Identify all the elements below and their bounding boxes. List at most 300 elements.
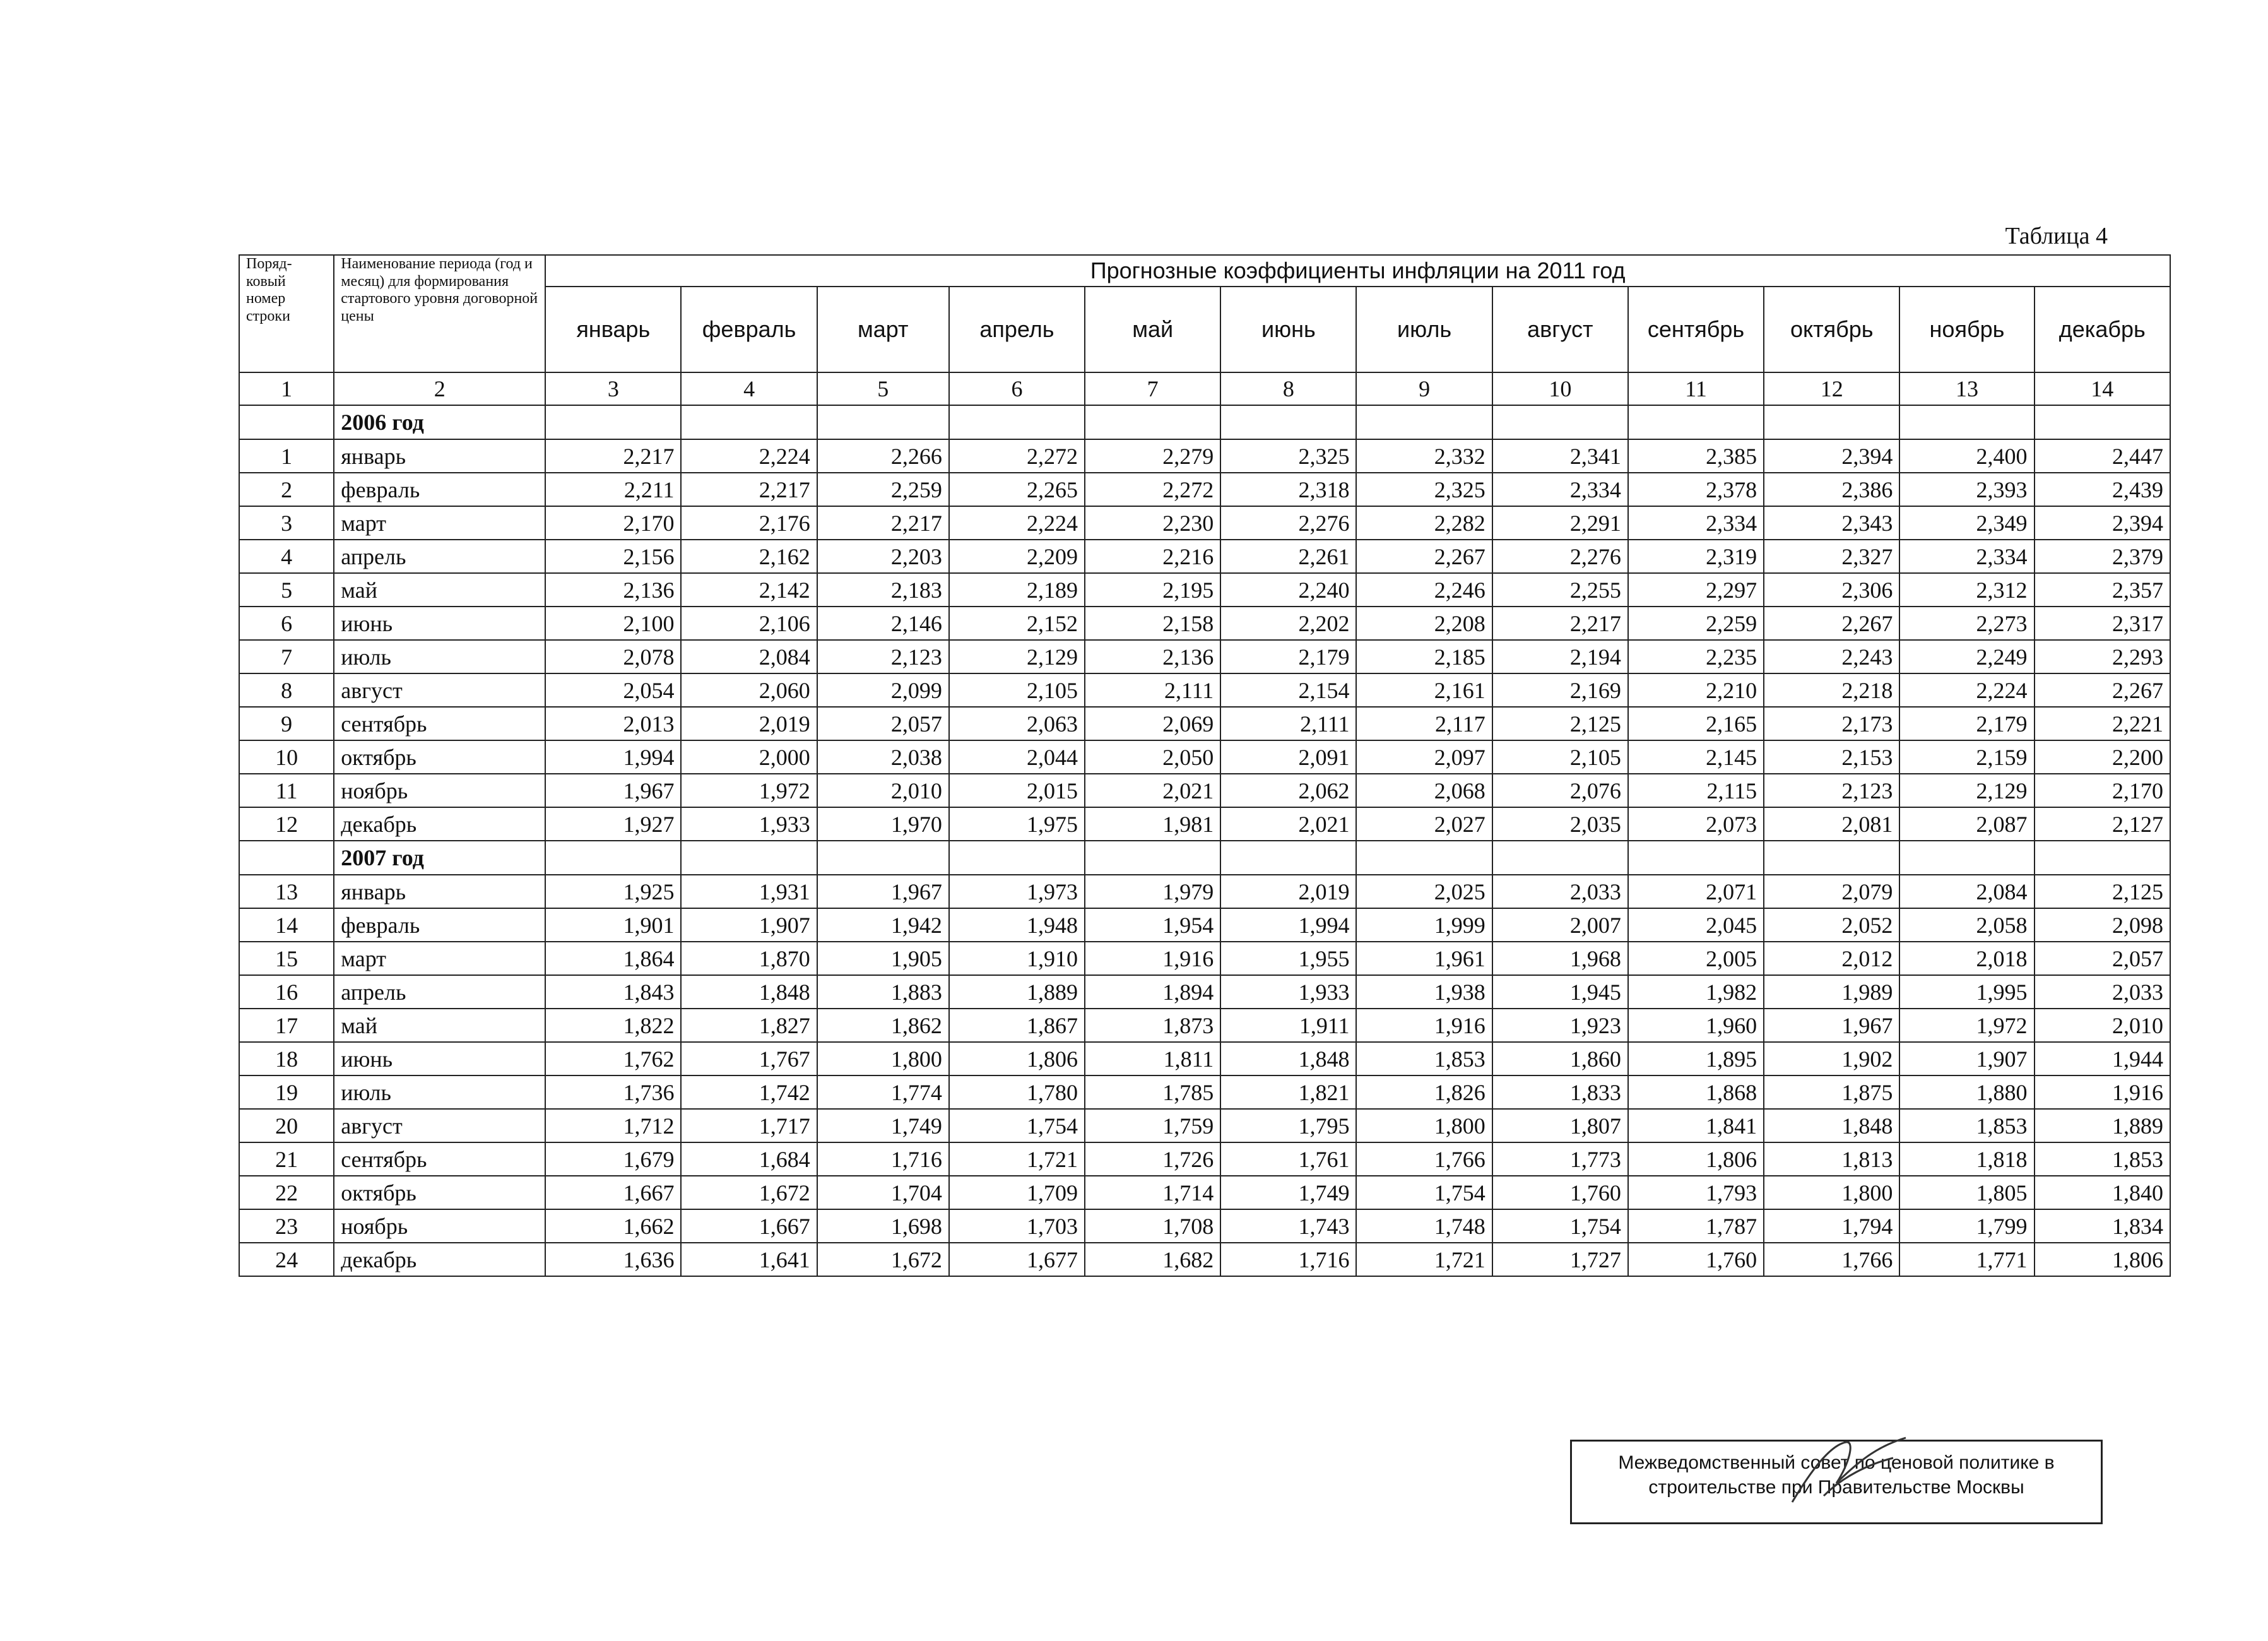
coefficient-cell: 2,195: [1085, 573, 1220, 607]
table-row: [239, 740, 2170, 774]
table-row: [239, 807, 2170, 841]
coefficient-cell: 1,822: [545, 1009, 681, 1042]
coefficient-cell: 2,200: [2035, 740, 2170, 774]
coefficient-cell: 2,050: [1085, 740, 1220, 774]
coefficient-cell: 1,841: [1628, 1109, 1764, 1142]
column-number: 13: [1899, 372, 2034, 405]
coefficient-cell: 1,961: [1356, 942, 1492, 975]
month-header-3: март: [817, 287, 949, 372]
coefficient-cell: 1,748: [1356, 1209, 1492, 1243]
coefficient-cell: 1,975: [949, 807, 1085, 841]
coefficient-cell: 2,211: [545, 473, 681, 506]
table-row: [239, 875, 2170, 908]
row-number: 23: [239, 1209, 334, 1243]
coefficient-cell: 1,907: [681, 908, 817, 942]
coefficient-cell: 1,773: [1492, 1142, 1628, 1176]
period-name: февраль: [334, 473, 545, 506]
coefficient-cell: 2,018: [1899, 942, 2034, 975]
coefficient-cell: 1,967: [1764, 1009, 1899, 1042]
column-number: 9: [1356, 372, 1492, 405]
coefficient-cell: 2,246: [1356, 573, 1492, 607]
month-header-4: апрель: [949, 287, 1085, 372]
coefficient-cell: 1,703: [949, 1209, 1085, 1243]
coefficient-cell: 2,117: [1356, 707, 1492, 740]
coefficient-cell: 1,982: [1628, 975, 1764, 1009]
table-row: [239, 540, 2170, 573]
row-number: 4: [239, 540, 334, 573]
row-number: 17: [239, 1009, 334, 1042]
coefficient-cell: 1,907: [1899, 1042, 2034, 1075]
coefficient-cell: 2,045: [1628, 908, 1764, 942]
coefficient-cell: 1,973: [949, 875, 1085, 908]
coefficient-cell: 2,291: [1492, 506, 1628, 540]
coefficient-cell: 1,799: [1899, 1209, 2034, 1243]
empty-cell: [1628, 405, 1764, 439]
table-row: [239, 774, 2170, 807]
empty-cell: [681, 841, 817, 875]
empty-cell: [1764, 841, 1899, 875]
coefficient-cell: 2,146: [817, 607, 949, 640]
table-row: [239, 908, 2170, 942]
coefficient-cell: 1,726: [1085, 1142, 1220, 1176]
table-row: [239, 1243, 2170, 1276]
coefficient-cell: 2,000: [681, 740, 817, 774]
coefficient-cell: 1,761: [1220, 1142, 1356, 1176]
coefficient-cell: 2,156: [545, 540, 681, 573]
coefficient-cell: 2,021: [1085, 774, 1220, 807]
coefficient-cell: 1,960: [1628, 1009, 1764, 1042]
coefficient-cell: 1,826: [1356, 1075, 1492, 1109]
coefficient-cell: 1,933: [1220, 975, 1356, 1009]
coefficient-cell: 2,378: [1628, 473, 1764, 506]
coefficient-cell: 2,161: [1356, 673, 1492, 707]
coefficient-cell: 2,261: [1220, 540, 1356, 573]
coefficient-cell: 1,716: [1220, 1243, 1356, 1276]
coefficient-cell: 1,721: [949, 1142, 1085, 1176]
coefficient-cell: 2,319: [1628, 540, 1764, 573]
coefficient-cell: 2,266: [817, 439, 949, 473]
table-row: [239, 573, 2170, 607]
coefficient-cell: 2,084: [681, 640, 817, 673]
coefficient-cell: 1,800: [1356, 1109, 1492, 1142]
coefficient-cell: 1,995: [1899, 975, 2034, 1009]
coefficient-cell: 2,013: [545, 707, 681, 740]
coefficient-cell: 1,875: [1764, 1075, 1899, 1109]
coefficient-cell: 1,636: [545, 1243, 681, 1276]
coefficient-cell: 2,057: [2035, 942, 2170, 975]
month-header-1: январь: [545, 287, 681, 372]
coefficient-cell: 1,766: [1356, 1142, 1492, 1176]
coefficient-cell: 2,273: [1899, 607, 2034, 640]
coefficient-cell: 1,787: [1628, 1209, 1764, 1243]
coefficient-cell: 1,684: [681, 1142, 817, 1176]
empty-cell: [1764, 405, 1899, 439]
coefficient-cell: 1,833: [1492, 1075, 1628, 1109]
column-number: 4: [681, 372, 817, 405]
coefficient-cell: 2,170: [545, 506, 681, 540]
coefficient-cell: 1,672: [681, 1176, 817, 1209]
coefficient-cell: 1,754: [949, 1109, 1085, 1142]
coefficient-cell: 2,038: [817, 740, 949, 774]
coefficient-cell: 2,162: [681, 540, 817, 573]
coefficient-cell: 2,084: [1899, 875, 2034, 908]
coefficient-cell: 2,010: [2035, 1009, 2170, 1042]
month-header-7: июль: [1356, 287, 1492, 372]
coefficient-cell: 1,994: [545, 740, 681, 774]
coefficient-cell: 2,216: [1085, 540, 1220, 573]
row-number: 15: [239, 942, 334, 975]
table-row: [239, 1176, 2170, 1209]
coefficient-cell: 2,189: [949, 573, 1085, 607]
coefficient-cell: 2,224: [681, 439, 817, 473]
coefficient-cell: 1,762: [545, 1042, 681, 1075]
empty-cell: [2035, 405, 2170, 439]
coefficient-cell: 2,159: [1899, 740, 2034, 774]
coefficient-cell: 1,889: [949, 975, 1085, 1009]
coefficient-cell: 2,033: [1492, 875, 1628, 908]
coefficient-cell: 1,806: [2035, 1243, 2170, 1276]
coefficient-cell: 1,944: [2035, 1042, 2170, 1075]
coefficient-cell: 1,698: [817, 1209, 949, 1243]
period-name: октябрь: [334, 740, 545, 774]
period-name: март: [334, 506, 545, 540]
coefficient-cell: 1,818: [1899, 1142, 2034, 1176]
coefficient-cell: 1,894: [1085, 975, 1220, 1009]
column-number: 8: [1220, 372, 1356, 405]
coefficient-cell: 1,708: [1085, 1209, 1220, 1243]
coefficient-cell: 2,325: [1356, 473, 1492, 506]
coefficient-cell: 2,123: [1764, 774, 1899, 807]
coefficient-cell: 1,853: [2035, 1142, 2170, 1176]
row-number: 18: [239, 1042, 334, 1075]
month-header-10: октябрь: [1764, 287, 1899, 372]
coefficient-cell: 1,709: [949, 1176, 1085, 1209]
coefficient-cell: 2,115: [1628, 774, 1764, 807]
coefficient-cell: 2,125: [2035, 875, 2170, 908]
coefficient-cell: 2,217: [681, 473, 817, 506]
coefficient-cell: 2,218: [1764, 673, 1899, 707]
coefficient-cell: 2,282: [1356, 506, 1492, 540]
coefficient-cell: 1,867: [949, 1009, 1085, 1042]
coefficient-cell: 2,259: [817, 473, 949, 506]
coefficient-cell: 1,807: [1492, 1109, 1628, 1142]
coefficient-cell: 2,015: [949, 774, 1085, 807]
table-row: [239, 1142, 2170, 1176]
row-number: 24: [239, 1243, 334, 1276]
coefficient-cell: 2,179: [1899, 707, 2034, 740]
row-number: 20: [239, 1109, 334, 1142]
coefficient-cell: 1,902: [1764, 1042, 1899, 1075]
coefficient-cell: 1,916: [1356, 1009, 1492, 1042]
table-body: [239, 405, 2170, 1276]
coefficient-cell: 1,853: [1356, 1042, 1492, 1075]
table-row: [239, 1209, 2170, 1243]
coefficient-cell: 2,153: [1764, 740, 1899, 774]
coefficient-cell: 1,743: [1220, 1209, 1356, 1243]
coefficient-cell: 2,111: [1220, 707, 1356, 740]
year-label: 2007 год: [334, 841, 545, 875]
coefficient-cell: 2,054: [545, 673, 681, 707]
coefficient-cell: 2,334: [1899, 540, 2034, 573]
period-name: март: [334, 942, 545, 975]
coefficient-cell: 1,760: [1492, 1176, 1628, 1209]
empty-cell: [1220, 841, 1356, 875]
coefficient-cell: 2,136: [545, 573, 681, 607]
coefficient-cell: 1,811: [1085, 1042, 1220, 1075]
period-name: сентябрь: [334, 707, 545, 740]
period-name: декабрь: [334, 1243, 545, 1276]
empty-cell: [681, 405, 817, 439]
coefficient-cell: 2,255: [1492, 573, 1628, 607]
coefficient-cell: 1,905: [817, 942, 949, 975]
coefficient-cell: 1,727: [1492, 1243, 1628, 1276]
coefficient-cell: 1,712: [545, 1109, 681, 1142]
period-name: октябрь: [334, 1176, 545, 1209]
coefficient-cell: 2,217: [545, 439, 681, 473]
coefficient-cell: 2,349: [1899, 506, 2034, 540]
coefficient-cell: 1,795: [1220, 1109, 1356, 1142]
row-number: 1: [239, 439, 334, 473]
period-name: ноябрь: [334, 774, 545, 807]
row-number: 6: [239, 607, 334, 640]
coefficient-cell: 2,169: [1492, 673, 1628, 707]
coefficient-cell: 1,948: [949, 908, 1085, 942]
coefficient-cell: 2,097: [1356, 740, 1492, 774]
period-name: январь: [334, 439, 545, 473]
period-name: декабрь: [334, 807, 545, 841]
coefficient-cell: 1,938: [1356, 975, 1492, 1009]
coefficient-cell: 2,127: [2035, 807, 2170, 841]
period-name: август: [334, 1109, 545, 1142]
coefficient-cell: 2,265: [949, 473, 1085, 506]
empty-cell: [1628, 841, 1764, 875]
coefficient-cell: 1,999: [1356, 908, 1492, 942]
coefficient-cell: 2,279: [1085, 439, 1220, 473]
coefficient-cell: 1,677: [949, 1243, 1085, 1276]
coefficient-cell: 1,848: [681, 975, 817, 1009]
coefficient-cell: 2,332: [1356, 439, 1492, 473]
coefficient-cell: 1,717: [681, 1109, 817, 1142]
empty-cell: [1492, 841, 1628, 875]
coefficient-cell: 2,068: [1356, 774, 1492, 807]
coefficient-cell: 2,021: [1220, 807, 1356, 841]
coefficient-cell: 2,293: [2035, 640, 2170, 673]
period-name: июнь: [334, 1042, 545, 1075]
coefficient-cell: 1,662: [545, 1209, 681, 1243]
coefficient-cell: 2,087: [1899, 807, 2034, 841]
coefficient-cell: 2,012: [1764, 942, 1899, 975]
coefficient-cell: 2,111: [1085, 673, 1220, 707]
row-number: 13: [239, 875, 334, 908]
empty-cell: [949, 405, 1085, 439]
row-number: 19: [239, 1075, 334, 1109]
coefficient-cell: 1,834: [2035, 1209, 2170, 1243]
coefficient-cell: 1,916: [2035, 1075, 2170, 1109]
coefficient-cell: 1,742: [681, 1075, 817, 1109]
coefficient-cell: 1,704: [817, 1176, 949, 1209]
empty-cell: [1085, 405, 1220, 439]
coefficient-cell: 2,194: [1492, 640, 1628, 673]
coefficient-cell: 2,276: [1220, 506, 1356, 540]
column-number: 10: [1492, 372, 1628, 405]
coefficient-cell: 2,079: [1764, 875, 1899, 908]
coefficient-cell: 2,019: [1220, 875, 1356, 908]
coefficient-cell: 2,125: [1492, 707, 1628, 740]
coefficient-cell: 2,249: [1899, 640, 2034, 673]
coefficient-cell: 1,955: [1220, 942, 1356, 975]
coefficient-cell: 1,721: [1356, 1243, 1492, 1276]
coefficient-cell: 2,060: [681, 673, 817, 707]
coefficient-cell: 2,106: [681, 607, 817, 640]
table-row: [239, 707, 2170, 740]
empty-cell: [2035, 841, 2170, 875]
coefficient-cell: 1,806: [1628, 1142, 1764, 1176]
coefficient-cell: 1,843: [545, 975, 681, 1009]
coefficient-cell: 1,821: [1220, 1075, 1356, 1109]
period-name: январь: [334, 875, 545, 908]
coefficient-cell: 2,447: [2035, 439, 2170, 473]
coefficient-cell: 2,312: [1899, 573, 2034, 607]
empty-cell: [1899, 841, 2034, 875]
coefficient-cell: 2,105: [949, 673, 1085, 707]
coefficient-cell: 2,386: [1764, 473, 1899, 506]
coefficient-cell: 2,208: [1356, 607, 1492, 640]
month-header-2: февраль: [681, 287, 817, 372]
year-row: [239, 841, 2170, 875]
coefficient-cell: 2,394: [1764, 439, 1899, 473]
coefficient-cell: 2,318: [1220, 473, 1356, 506]
coefficient-cell: 2,033: [2035, 975, 2170, 1009]
coefficient-cell: 1,813: [1764, 1142, 1899, 1176]
empty-cell: [239, 841, 334, 875]
coefficient-cell: 1,667: [681, 1209, 817, 1243]
column-number: 11: [1628, 372, 1764, 405]
period-name: май: [334, 1009, 545, 1042]
empty-cell: [817, 841, 949, 875]
coefficient-cell: 1,641: [681, 1243, 817, 1276]
coefficient-cell: 1,954: [1085, 908, 1220, 942]
coefficient-cell: 2,098: [2035, 908, 2170, 942]
year-label: 2006 год: [334, 405, 545, 439]
coefficient-cell: 2,129: [949, 640, 1085, 673]
coefficient-cell: 2,325: [1220, 439, 1356, 473]
table-row: [239, 975, 2170, 1009]
coefficient-cell: 2,267: [1356, 540, 1492, 573]
period-name-header: Наименование периода (год и месяц) для формирования стартового уровня договорной цены: [334, 255, 545, 372]
coefficient-cell: 1,780: [949, 1075, 1085, 1109]
coefficient-cell: 1,672: [817, 1243, 949, 1276]
row-number: 10: [239, 740, 334, 774]
coefficient-cell: 2,027: [1356, 807, 1492, 841]
coefficient-cell: 1,972: [681, 774, 817, 807]
coefficient-cell: 2,334: [1492, 473, 1628, 506]
coefficient-cell: 2,142: [681, 573, 817, 607]
coefficient-cell: 2,217: [817, 506, 949, 540]
coefficient-cell: 2,230: [1085, 506, 1220, 540]
column-number: 2: [334, 372, 545, 405]
row-number: 16: [239, 975, 334, 1009]
coefficient-cell: 2,224: [949, 506, 1085, 540]
coefficient-cell: 2,221: [2035, 707, 2170, 740]
coefficient-cell: 1,923: [1492, 1009, 1628, 1042]
coefficient-cell: 2,057: [817, 707, 949, 740]
coefficient-cell: 2,170: [2035, 774, 2170, 807]
coefficient-cell: 1,942: [817, 908, 949, 942]
row-number: 14: [239, 908, 334, 942]
coefficient-cell: 1,767: [681, 1042, 817, 1075]
empty-cell: [817, 405, 949, 439]
year-row: [239, 405, 2170, 439]
coefficient-cell: 2,076: [1492, 774, 1628, 807]
empty-cell: [545, 841, 681, 875]
coefficient-cell: 2,276: [1492, 540, 1628, 573]
coefficient-cell: 2,202: [1220, 607, 1356, 640]
coefficient-cell: 1,848: [1764, 1109, 1899, 1142]
coefficient-cell: 1,749: [1220, 1176, 1356, 1209]
coefficient-cell: 2,019: [681, 707, 817, 740]
coefficient-cell: 2,173: [1764, 707, 1899, 740]
empty-cell: [545, 405, 681, 439]
table-row: [239, 473, 2170, 506]
coefficient-cell: 1,736: [545, 1075, 681, 1109]
table-row: [239, 640, 2170, 673]
coefficient-cell: 2,100: [545, 607, 681, 640]
coefficient-cell: 2,044: [949, 740, 1085, 774]
coefficient-cell: 2,259: [1628, 607, 1764, 640]
period-name: февраль: [334, 908, 545, 942]
coefficient-cell: 2,385: [1628, 439, 1764, 473]
coefficient-cell: 2,439: [2035, 473, 2170, 506]
empty-cell: [1492, 405, 1628, 439]
coefficient-cell: 2,007: [1492, 908, 1628, 942]
period-name: август: [334, 673, 545, 707]
coefficient-cell: 2,091: [1220, 740, 1356, 774]
row-number-header: Поряд-ковый номер строки: [239, 255, 334, 372]
coefficient-cell: 2,154: [1220, 673, 1356, 707]
coefficient-cell: 1,880: [1899, 1075, 2034, 1109]
month-header-8: август: [1492, 287, 1628, 372]
coefficient-cell: 2,136: [1085, 640, 1220, 673]
row-number: 3: [239, 506, 334, 540]
coefficient-cell: 1,870: [681, 942, 817, 975]
coefficient-cell: 2,129: [1899, 774, 2034, 807]
coefficient-cell: 2,210: [1628, 673, 1764, 707]
column-number: 7: [1085, 372, 1220, 405]
coefficient-cell: 2,183: [817, 573, 949, 607]
empty-cell: [1220, 405, 1356, 439]
empty-cell: [949, 841, 1085, 875]
coefficient-cell: 2,010: [817, 774, 949, 807]
table-caption: Таблица 4: [2005, 223, 2108, 249]
coefficient-cell: 2,243: [1764, 640, 1899, 673]
column-number: 5: [817, 372, 949, 405]
month-header-5: май: [1085, 287, 1220, 372]
coefficient-cell: 1,794: [1764, 1209, 1899, 1243]
table-row: [239, 1109, 2170, 1142]
coefficient-cell: 1,827: [681, 1009, 817, 1042]
row-number: 2: [239, 473, 334, 506]
coefficient-cell: 1,785: [1085, 1075, 1220, 1109]
coefficient-cell: 2,327: [1764, 540, 1899, 573]
coefficient-cell: 2,069: [1085, 707, 1220, 740]
row-number: 11: [239, 774, 334, 807]
coefficient-cell: 1,766: [1764, 1243, 1899, 1276]
coefficient-cell: 1,760: [1628, 1243, 1764, 1276]
coefficient-cell: 2,035: [1492, 807, 1628, 841]
month-header-9: сентябрь: [1628, 287, 1764, 372]
coefficient-cell: 1,911: [1220, 1009, 1356, 1042]
coefficient-cell: 1,994: [1220, 908, 1356, 942]
